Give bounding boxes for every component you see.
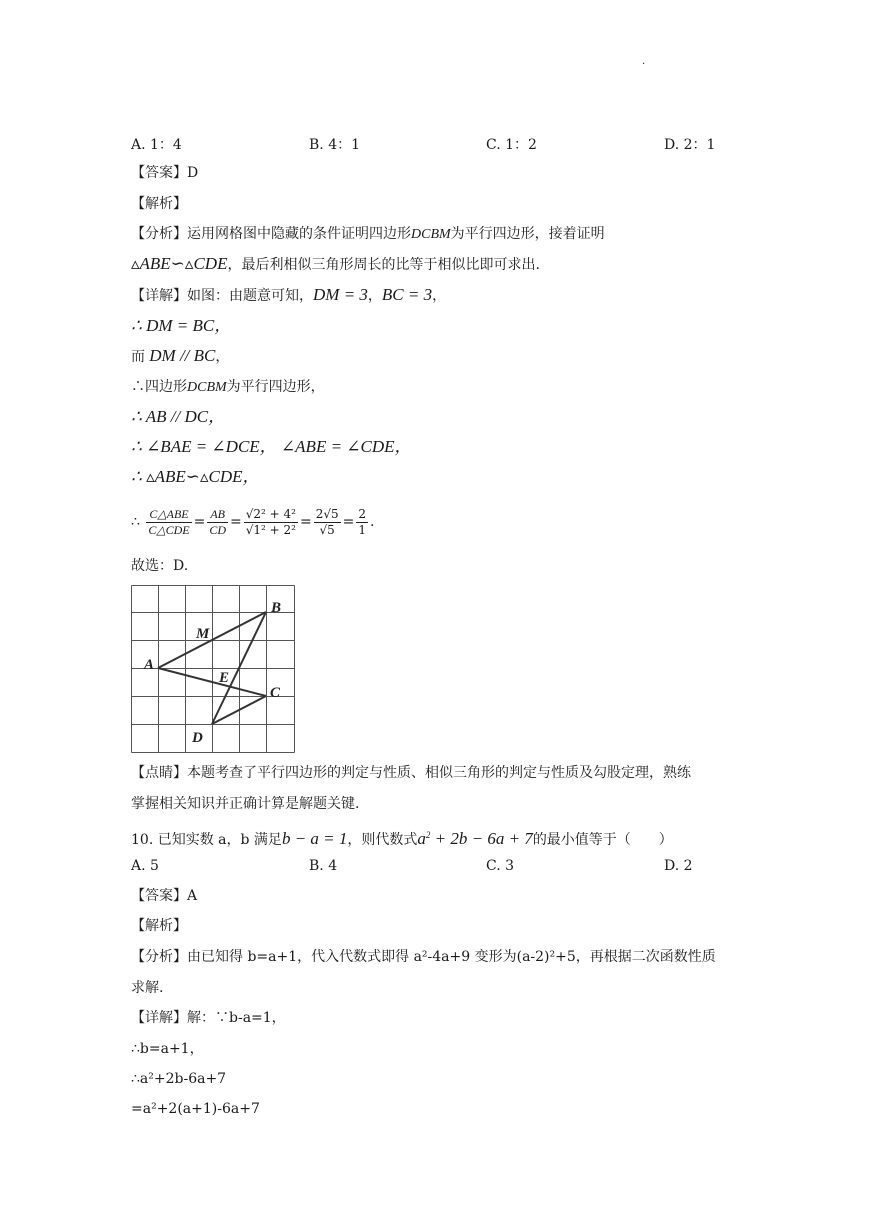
q10-expression [417,829,532,848]
frac4-num: 2√5 [315,506,339,521]
q9-detail-comma: ， [367,288,382,304]
q9-option-a: A. 1：4 [131,137,182,153]
q9-similar-math: ▵ABE∽▵CDE [131,254,228,273]
q10-fenxi-1: 【分析】由已知得 b=a+1，代入代数式即得 a²-4a+9 变形为(a-2)²+5，再根据二次函数性质 [131,949,716,965]
frac2-den: CD [209,522,227,537]
q9-step3-var: DCBM [187,380,227,395]
header-dot: . [642,56,646,67]
q9-detail-dm: DM = 3 [313,285,368,304]
frac2-num: AB [207,507,228,523]
q9-option-d: D. 2：1 [664,137,716,153]
label-b: B [271,600,282,616]
q9-fenxi-var: DCBM [411,227,451,242]
q9-dianjing-1: 【点睛】本题考查了平行四边形的判定与性质、相似三角形的判定与性质及勾股定理，熟练 [131,765,691,781]
q9-step3-a: ∴四边形 [131,379,187,395]
q10-expr-sup: 2 [425,830,431,840]
frac5-num: 2 [358,506,367,521]
q9-step1: ∴ DM = BC， [131,316,232,335]
sqrt-fraction [244,507,298,538]
q9-fenxi-text-2: 为平行四边形，接着证明 [450,226,605,242]
q10-detail-1: 【详解】解：∵b-a=1， [131,1010,286,1026]
q9-detail-lead: 【详解】如图：由题意可知， [131,288,313,304]
q9-step2 [131,346,229,367]
frac5-den: 1 [358,522,367,537]
q9-fenxi-line1 [131,224,605,245]
q9-choice: 故选：D. [131,558,189,574]
q9-detail-bc: BC = 3 [381,285,433,304]
result-fraction [356,507,368,538]
perimeter-fraction [146,507,191,538]
q10-fenxi-2: 求解. [131,980,164,996]
q10-option-a: A. 5 [131,858,159,874]
root5-fraction [314,507,341,538]
q10-expr-rest: + 2b − 6a + 7 [430,829,533,848]
q9-step4: ∴ AB // DC， [131,407,226,426]
q9-ratio-line: ∴ $\frac{\text{C△ABE}}{\text{C△CDE}}$ = $\frac{AB}{CD}$ = $\frac{\text{√2² + 4²}}{\text{√1² + 2²}}$ = $\frac{2√5}{√5}$ = $\frac{2}{1}$ . [131,506,375,537]
q10-stem-3: 的最小值等于（ ） [532,832,673,848]
frac3-den: √1² + 2² [245,522,296,537]
q10-option-c: C. 3 [486,858,515,874]
q10-option-b: B. 4 [309,858,338,874]
q9-detail-line [131,285,446,306]
frac1-den: C△CDE [148,522,190,537]
q9-option-c: C. 1：2 [486,137,537,153]
q9-ratio-end: . [370,514,375,530]
q10-detail-3: ∴a²+2b-6a+7 [131,1071,227,1087]
q10-expr-a: a [417,829,426,848]
q9-step3 [131,377,325,398]
q9-ratio-lead: ∴ [131,514,140,530]
q10-detail-2: ∴b=a+1， [131,1041,204,1057]
q9-step6: ∴ ▵ABE∽▵CDE， [131,467,260,486]
label-d: D [192,730,203,746]
side-fraction [207,507,228,538]
q9-analysis-label: 【解析】 [131,196,187,212]
label-a: A [144,657,155,673]
frac4-den: √5 [319,522,335,537]
q10-option-d: D. 2 [664,858,693,874]
grid-figure [131,585,296,755]
label-e: E [219,670,230,686]
q10-stem-1: 10. 已知实数 a，b 满足 [131,832,282,848]
q9-step3-b: 为平行四边形， [226,379,325,395]
q10-condition: b − a = 1 [281,829,348,848]
q9-step2-b: ， [215,349,230,365]
frac1-num: C△ABE [146,507,191,523]
q9-answer: 【答案】D [131,165,199,181]
q9-step2-a: 而 [131,349,145,365]
q9-fenxi-line2 [131,254,540,275]
q9-fenxi-line2-text: ，最后利相似三角形周长的比等于相似比即可求出. [227,257,540,273]
label-m: M [196,626,210,642]
q10-answer: 【答案】A [131,888,198,904]
label-c: C [270,685,281,701]
frac3-num: √2² + 4² [245,506,296,521]
q9-step5: ∴ ∠BAE = ∠DCE， ∠ABE = ∠CDE， [131,437,412,456]
q10-stem-2: ，则代数式 [347,832,418,848]
q9-detail-end: ， [432,288,447,304]
q9-fenxi-text: 【分析】运用网格图中隐藏的条件证明四边形 [131,226,411,242]
q9-option-b: B. 4：1 [309,137,361,153]
q10-stem [131,825,673,850]
q10-detail-4: =a²+2(a+1)-6a+7 [131,1101,260,1117]
q10-analysis-label: 【解析】 [131,918,187,934]
q9-step2-math: DM // BC [145,346,216,365]
q9-dianjing-2: 掌握相关知识并正确计算是解题关键. [131,796,360,812]
